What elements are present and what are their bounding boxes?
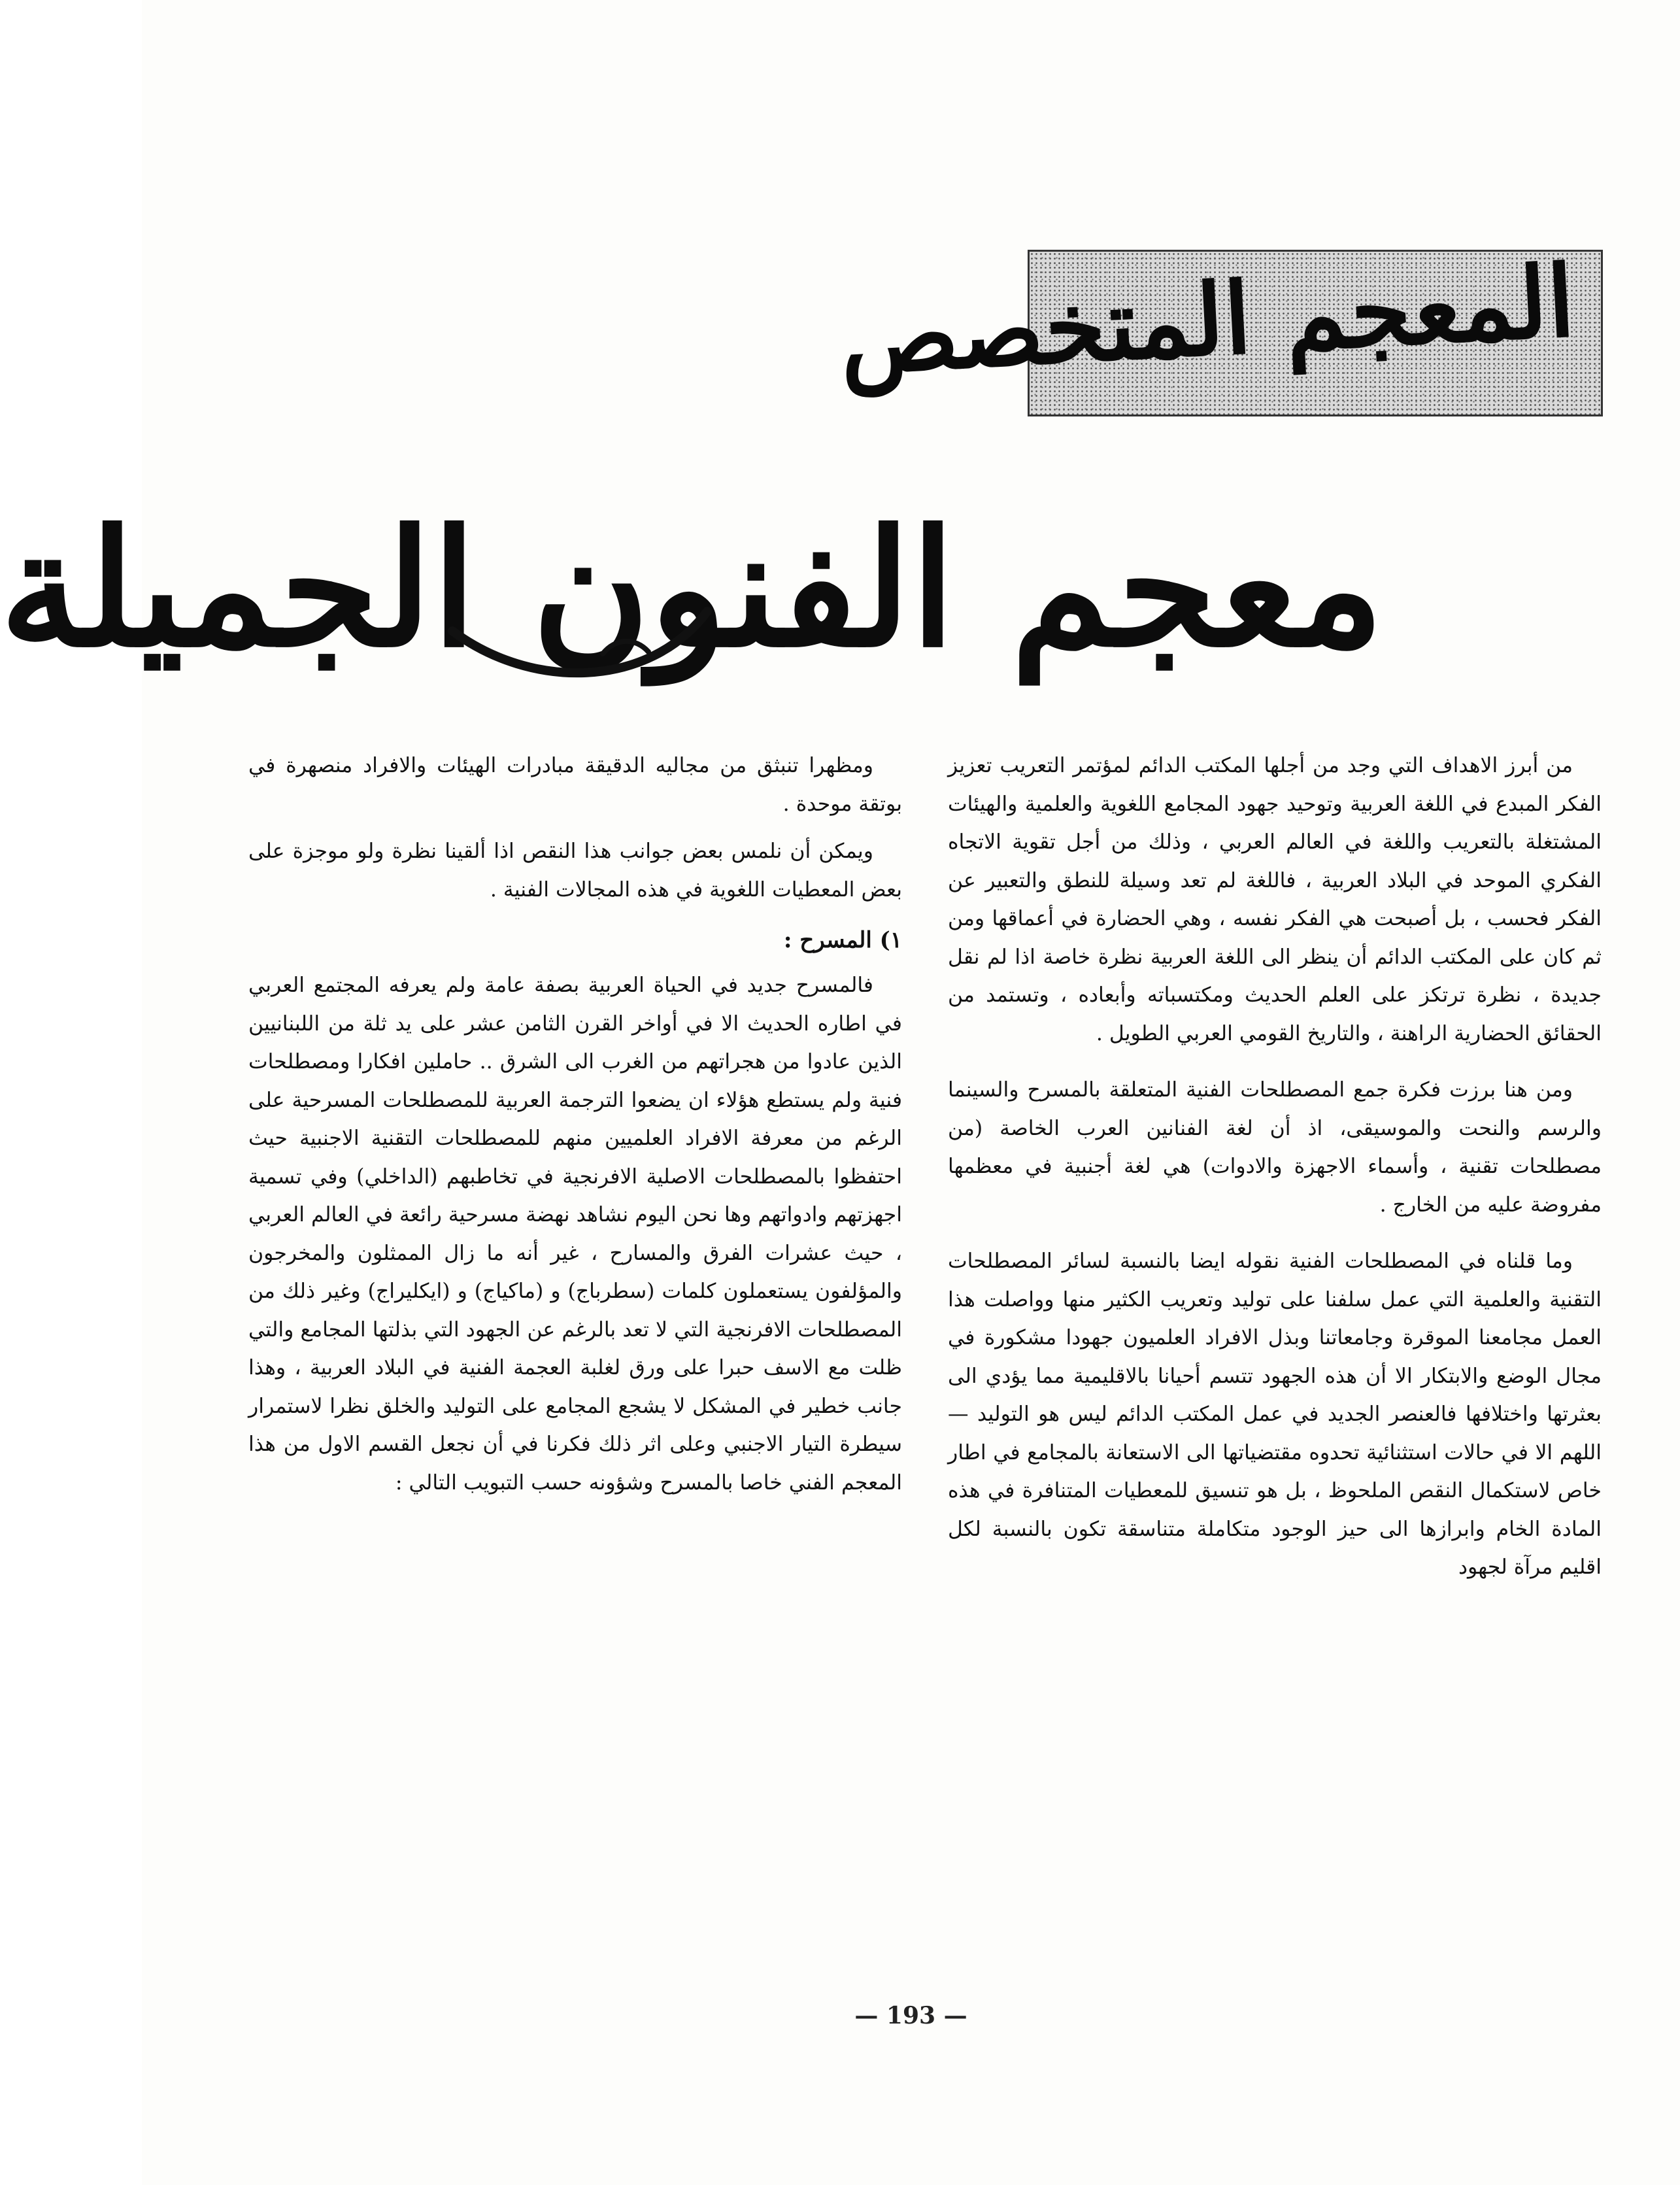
left-column [248,747,902,1502]
section-heading: المعجم المتخصص [836,243,1577,398]
title-swash-ornament [439,592,714,696]
paragraph: وما قلناه في المصطلحات الفنية نقوله ايضا بالنسبة لسائر المصطلحات التقنية والعلمية التي عمل سلفنا على توليد وتعريب الكثير منها وواصلت هذا العمل مجامعنا الموقرة وجامعاتنا وبذل الافراد العلميون جهودا مشكورة في مجال الوضع والابتكار الا أن هذه الجهود تتسم أحيانا بالاقليمية مما يؤدي الى بعثرتها واختلافها فالعنصر الجديد في عمل المكتب الدائم ليس هو التوليد — اللهم الا في حالات استثنائية تحدوه مقتضياتها الى الاستعانة بالمجامع في اطار خاص لاستكمال النقص الملحوظ ، بل هو تنسيق للمعطيات المتنافرة في هذه المادة الخام وابرازها الى حيز الوجود متكاملة متناسقة تكون بالنسبة لكل اقليم مرآة لجهود [948,1249,1602,1579]
right-column [948,747,1602,1587]
paragraph: ويمكن أن نلمس بعض جوانب هذا النقص اذا ألقينا نظرة ولو موجزة على بعض المعطيات اللغوية في هذه المجالات الفنية . [248,839,902,902]
article-title: معجم الفنون الجميلة [0,494,1384,683]
paragraph: ومظهرا تنبثق من مجاليه الدقيقة مبادرات الهيئات والافراد منصهرة في بوتقة موحدة . [248,754,902,816]
paragraph: فالمسرح جديد في الحياة العربية بصفة عامة ولم يعرفه المجتمع العربي في اطاره الحديث الا في أواخر القرن الثامن عشر على يد ثلة من اللبنانيين الذين عادوا من هجراتهم من الغرب الى الشرق .. حاملين افكارا ومصطلحات فنية ولم يستطع هؤلاء ان يضعوا الترجمة العربية للمصطلحات المسرحية على الرغم من معرفة الافراد العلميين منهم للمصطلحات التقنية الاجنبية حيث احتفظوا بالمصطلحات الاصلية الافرنجية في تخاطبهم (الداخلي) وفي تسمية اجهزتهم وادواتهم وها نحن اليوم نشاهد نهضة مسرحية رائعة في العالم العربي ، حيث عشرات الفرق والمسارح ، غير أنه ما زال الممثلون والمخرجون والمؤلفون يستعملون كلمات (سطرباج) و (ماكياج) و (ايكليراج) وغير ذلك من المصطلحات الافرنجية التي لا تعد بالرغم عن الجهود التي بذلتها المجامع والتي ظلت مع الاسف حبرا على ورق لغلبة العجمة الفنية في البلاد العربية ، وهذا جانب خطير في المشكل لا يشجع المجامع على التوليد والخلق نظرا لاستمرار سيطرة التيار الاجنبي وعلى اثر ذلك فكرنا في أن نجعل القسم الاول من هذا المعجم الفني خاصا بالمسرح وشؤونه حسب التبويب التالي : [248,974,902,1495]
subsection-heading: ١) المسرح : [783,927,902,953]
page-number: — 193 — [854,2002,967,2029]
section-banner [836,243,1603,416]
paragraph: ومن هنا برزت فكرة جمع المصطلحات الفنية المتعلقة بالمسرح والسينما والرسم والنحت والموسيقى، اذ أن لغة الفنانين العرب الخاصة (من مصطلحات تقنية ، وأسماء الاجهزة والادوات) هي لغة أجنبية في معظمها مفروضة عليه من الخارج . [948,1078,1602,1217]
paragraph: من أبرز الاهداف التي وجد من أجلها المكتب الدائم لمؤتمر التعريب تعزيز الفكر المبدع في اللغة العربية وتوحيد جهود المجامع اللغوية والعلمية والهيئات المشتغلة بالتعريب واللغة في العالم العربي ، وذلك من أجل تقوية الاتجاه الفكري الموحد في البلاد العربية ، فاللغة لم تعد وسيلة للنطق والتعبير عن الفكر فحسب ، بل أصبحت هي الفكر نفسه ، وهي الحضارة في أعماقها ومن ثم كان على المكتب الدائم أن ينظر الى اللغة العربية نظرة خاصة اذا لم نقل جديدة ، نظرة ترتكز على العلم الحديث ومكتسباته وأبعاده ، وتستمد من الحقائق الحضارية الراهنة ، والتاريخ القومي العربي الطويل . [948,754,1602,1045]
